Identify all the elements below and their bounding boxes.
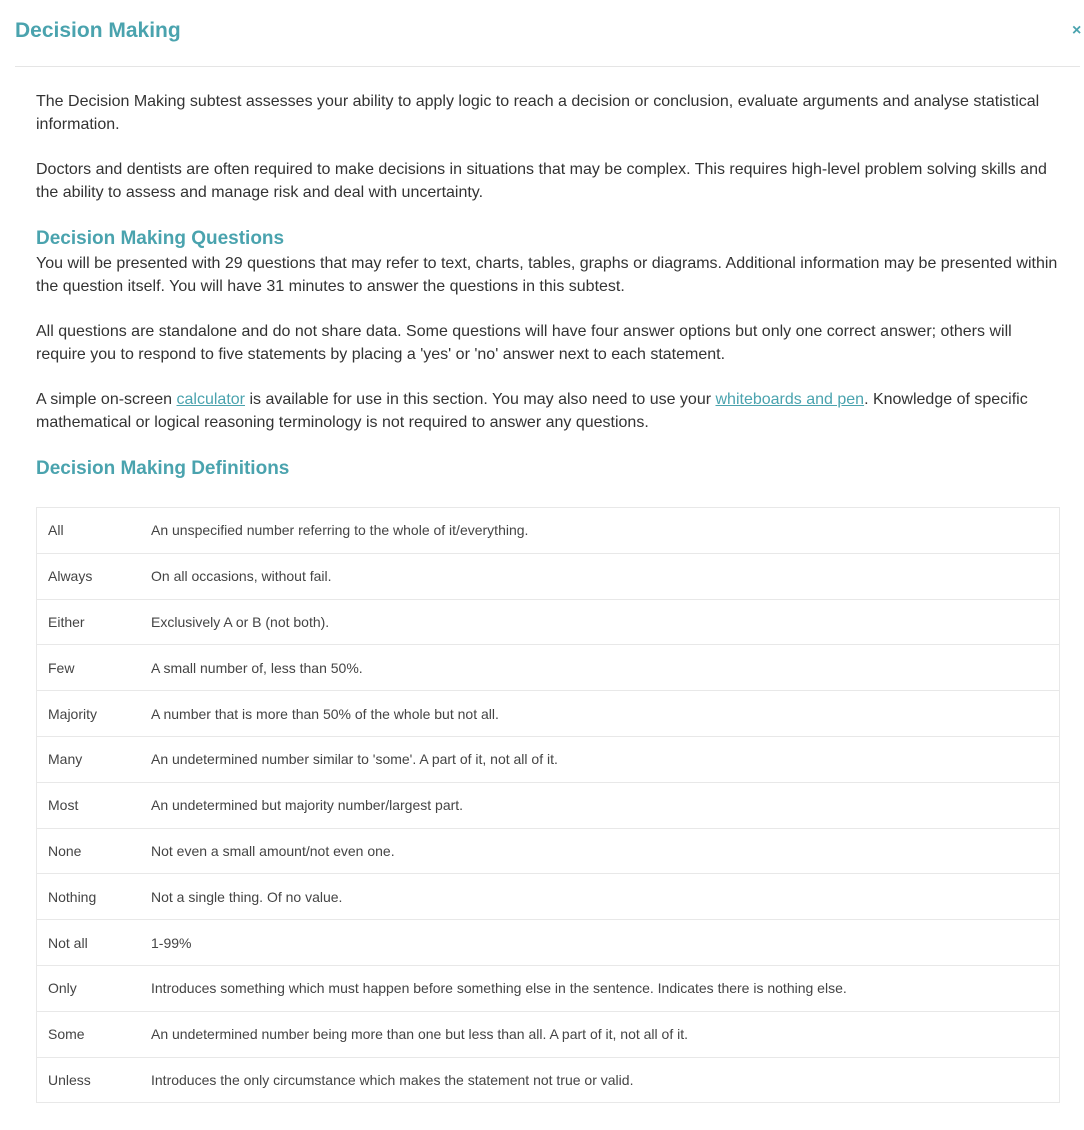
definition-row <box>37 691 1060 737</box>
paragraph-text: . Knowledge of specific mathematical or logical reasoning terminology is not required to answer any questions. <box>36 391 1028 431</box>
definition-text: Introduces something which must happen before something else in the sentence. Indicates there is nothing else. <box>140 965 1060 1011</box>
definition-row <box>37 874 1060 920</box>
definition-text: On all occasions, without fail. <box>140 553 1060 599</box>
definition-row <box>37 782 1060 828</box>
definition-term: Unless <box>37 1057 141 1103</box>
definition-row <box>37 1057 1060 1103</box>
definition-term: Most <box>37 782 141 828</box>
definition-text: An undetermined but majority number/largest part. <box>140 782 1060 828</box>
definition-text: An unspecified number referring to the whole of it/everything. <box>140 508 1060 554</box>
intro-paragraph-1: The Decision Making subtest assesses your ability to apply logic to reach a decision or conclusion, evaluate arguments and analyse statistical information. <box>36 93 1040 133</box>
definition-term: Some <box>37 1011 141 1057</box>
definition-term: Either <box>37 599 141 645</box>
intro-paragraph-2: Doctors and dentists are often required to make decisions in situations that may be complex. This requires high-level problem solving skills and the ability to assess and manage risk and deal with uncertainty. <box>36 161 1047 201</box>
definition-text: An undetermined number being more than one but less than all. A part of it, not all of it. <box>140 1011 1060 1057</box>
definition-term: None <box>37 828 141 874</box>
definition-term: Not all <box>37 920 141 966</box>
close-button[interactable]: × <box>1072 22 1082 39</box>
definition-row <box>37 965 1060 1011</box>
paragraph-text: A simple on-screen <box>36 391 177 408</box>
definition-text: An undetermined number similar to 'some'. A part of it, not all of it. <box>140 736 1060 782</box>
paragraph-text: is available for use in this section. You may also need to use your <box>245 391 716 408</box>
definition-text: A number that is more than 50% of the whole but not all. <box>140 691 1060 737</box>
definition-term: All <box>37 508 141 554</box>
definition-text: Introduces the only circumstance which makes the statement not true or valid. <box>140 1057 1060 1103</box>
definition-term: Majority <box>37 691 141 737</box>
whiteboards-link[interactable]: whiteboards and pen <box>715 391 865 408</box>
definition-row <box>37 1011 1060 1057</box>
definition-row <box>37 736 1060 782</box>
questions-paragraph-2: All questions are standalone and do not share data. Some questions will have four answer options but only one correct answer; others will require you to respond to five statements by placing a 'yes' or 'no' answer next to each statement. <box>36 323 1012 363</box>
definition-term: Few <box>37 645 141 691</box>
definition-text: Exclusively A or B (not both). <box>140 599 1060 645</box>
definition-row <box>37 920 1060 966</box>
definition-term: Many <box>37 736 141 782</box>
modal-header <box>15 0 1080 67</box>
definitions-heading: Decision Making Definitions <box>36 458 290 479</box>
definition-term: Only <box>37 965 141 1011</box>
definition-row <box>37 553 1060 599</box>
questions-heading: Decision Making Questions <box>36 228 285 249</box>
calculator-link[interactable]: calculator <box>176 391 245 408</box>
definitions-table <box>36 507 1060 1103</box>
questions-paragraph-3 <box>36 388 1060 434</box>
definition-text: Not even a small amount/not even one. <box>140 828 1060 874</box>
definition-row <box>37 599 1060 645</box>
definition-row <box>37 508 1060 554</box>
definition-text: A small number of, less than 50%. <box>140 645 1060 691</box>
questions-paragraph-1: You will be presented with 29 questions that may refer to text, charts, tables, graphs or diagrams. Additional information may be presented within the question itself. You will have 31 minutes to answer the questions in this subtest. <box>36 255 1058 295</box>
definition-term: Always <box>37 553 141 599</box>
definition-row <box>37 645 1060 691</box>
definition-term: Nothing <box>37 874 141 920</box>
definition-row <box>37 828 1060 874</box>
definition-text: 1-99% <box>140 920 1060 966</box>
modal-body <box>36 90 1060 1103</box>
modal-title: Decision Making <box>15 19 181 42</box>
definition-text: Not a single thing. Of no value. <box>140 874 1060 920</box>
